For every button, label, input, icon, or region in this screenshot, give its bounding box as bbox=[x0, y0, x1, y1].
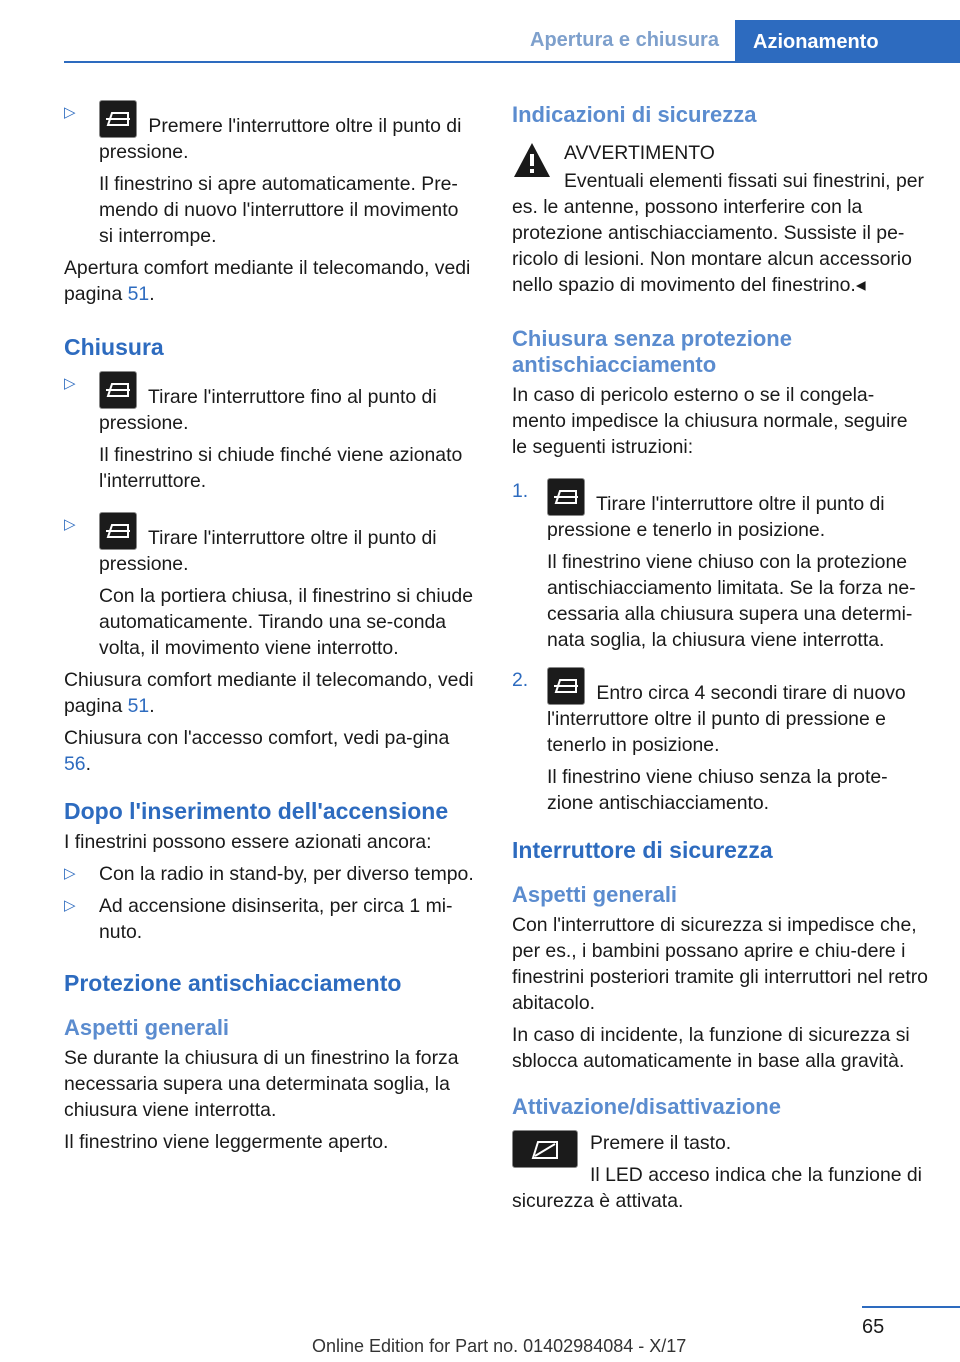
access-close-text: Chiusura con l'accesso comfort, vedi pa-gina 56. bbox=[64, 727, 450, 775]
window-switch-icon bbox=[99, 371, 137, 409]
list-item bbox=[64, 512, 476, 661]
window-switch-icon bbox=[99, 512, 137, 550]
aspetti-heading: Aspetti generali bbox=[64, 1015, 230, 1040]
chiusura-heading: Chiusura bbox=[64, 334, 164, 360]
list-item bbox=[64, 100, 476, 249]
senza-heading: Chiusura senza protezione antischiacciamento bbox=[512, 326, 792, 377]
footer-rule bbox=[862, 1306, 960, 1308]
list-item bbox=[64, 893, 476, 945]
warning-box bbox=[512, 140, 928, 304]
item2-subtext: Il finestrino si chiude finché viene azionato l'interruttore. bbox=[99, 444, 463, 492]
item3-subtext: Con la portiera chiusa, il finestrino si chiude automaticamente. Tirando una se-conda volta, il movimento viene interrotto. bbox=[99, 585, 473, 659]
attivazione-text1: Premere il tasto. bbox=[590, 1132, 732, 1154]
warning-label: AVVERTIMENTO bbox=[564, 142, 715, 164]
page-link[interactable]: 51 bbox=[127, 695, 150, 717]
window-switch-icon bbox=[547, 478, 585, 516]
protezione-text1: Se durante la chiusura di un finestrino la forza necessaria supera una determinata soglia, la chiusura viene interrotta. bbox=[64, 1047, 459, 1121]
aspetti-text2: In caso di incidente, la funzione di sicurezza si sblocca automaticamente in base alla gravità. bbox=[512, 1024, 910, 1072]
attivazione-text2: Il LED acceso indica che la funzione di sicurezza è attivata. bbox=[512, 1164, 922, 1212]
step2-subtext: Il finestrino viene chiuso senza la prote-zione antischiacciamento. bbox=[547, 766, 888, 814]
triangle-right-icon: ▷ bbox=[64, 516, 76, 533]
step1-text: Tirare l'interruttore oltre il punto di pressione e tenerlo in posizione. bbox=[547, 493, 885, 541]
window-lock-button-icon bbox=[512, 1130, 578, 1175]
comfort-open-text: Apertura comfort mediante il telecomando, vedi pagina 51. bbox=[64, 257, 471, 305]
step2-text: Entro circa 4 secondi tirare di nuovo l'interruttore oltre il punto di pressione e tenerlo in posizione. bbox=[547, 682, 906, 756]
window-switch-icon bbox=[547, 667, 585, 705]
triangle-right-icon: ▷ bbox=[64, 865, 76, 882]
attivazione-block bbox=[512, 1130, 928, 1220]
window-switch-icon bbox=[99, 100, 137, 138]
header-rule bbox=[64, 61, 960, 63]
warning-text: Eventuali elementi fissati sui finestrini, per es. le antenne, possono interferire con la protezione antischiacciamento. Sussiste il pe-ricolo di lesioni. Non montare alcun accessorio nello spazio di movimento del finestrino.◂ bbox=[512, 170, 924, 296]
dopo-item2: Ad accensione disinserita, per circa 1 mi-nuto. bbox=[99, 895, 453, 943]
dopo-text: I finestrini possono essere azionati ancora: bbox=[64, 831, 432, 853]
step1-subtext: Il finestrino viene chiuso con la protezione antischiacciamento limitata. Se la forza ne-cessaria alla chiusura supera una determi-nata soglia, la chiusura viene interrotta. bbox=[547, 551, 916, 651]
list-item bbox=[512, 667, 928, 816]
sicurezza-heading: Indicazioni di sicurezza bbox=[512, 102, 757, 127]
triangle-right-icon: ▷ bbox=[64, 375, 76, 392]
attivazione-heading: Attivazione/disattivazione bbox=[512, 1094, 781, 1119]
dopo-item1: Con la radio in stand-by, per diverso tempo. bbox=[99, 863, 474, 885]
list-item bbox=[512, 478, 928, 653]
page-number: 65 bbox=[862, 1316, 885, 1338]
aspetti-heading: Aspetti generali bbox=[512, 882, 678, 907]
list-item bbox=[64, 371, 476, 494]
triangle-right-icon: ▷ bbox=[64, 104, 76, 121]
dopo-heading: Dopo l'inserimento dell'accensione bbox=[64, 798, 449, 824]
protezione-heading: Protezione antischiacciamento bbox=[64, 970, 402, 996]
item2-text: Tirare l'interruttore fino al punto di pressione. bbox=[99, 386, 437, 434]
step-number: 2. bbox=[512, 669, 529, 691]
footer-edition: Online Edition for Part no. 01402984084 - X/17 bbox=[312, 1336, 687, 1356]
item1-text: Premere l'interruttore oltre il punto di pressione. bbox=[99, 115, 462, 163]
aspetti-text1: Con l'interruttore di sicurezza si impedisce che, per es., i bambini possano aprire e chiu-dere i finestrini posteriori tramite gli interruttori nel retro abitacolo. bbox=[512, 914, 928, 1014]
triangle-right-icon: ▷ bbox=[64, 897, 76, 914]
interruttore-heading: Interruttore di sicurezza bbox=[512, 837, 773, 863]
header-chapter-tab: Azionamento bbox=[735, 20, 960, 62]
warning-triangle-icon bbox=[512, 140, 552, 180]
senza-text: In caso di pericolo esterno o se il congela-mento impedisce la chiusura normale, seguire le seguenti istruzioni: bbox=[512, 384, 908, 458]
item1-subtext: Il finestrino si apre automaticamente. Pre-mendo di nuovo l'interruttore il movimento si interrompe. bbox=[99, 173, 459, 247]
protezione-text2: Il finestrino viene leggermente aperto. bbox=[64, 1131, 389, 1153]
right-column bbox=[512, 100, 928, 1220]
page-link[interactable]: 51 bbox=[127, 283, 150, 305]
header-section-label: Apertura e chiusura bbox=[530, 29, 719, 51]
item3-text: Tirare l'interruttore oltre il punto di pressione. bbox=[99, 527, 437, 575]
list-item bbox=[64, 861, 476, 887]
step-number: 1. bbox=[512, 480, 529, 502]
left-column bbox=[64, 100, 476, 1161]
comfort-close-text: Chiusura comfort mediante il telecomando, vedi pagina 51. bbox=[64, 669, 474, 717]
page-link[interactable]: 56 bbox=[64, 753, 86, 775]
